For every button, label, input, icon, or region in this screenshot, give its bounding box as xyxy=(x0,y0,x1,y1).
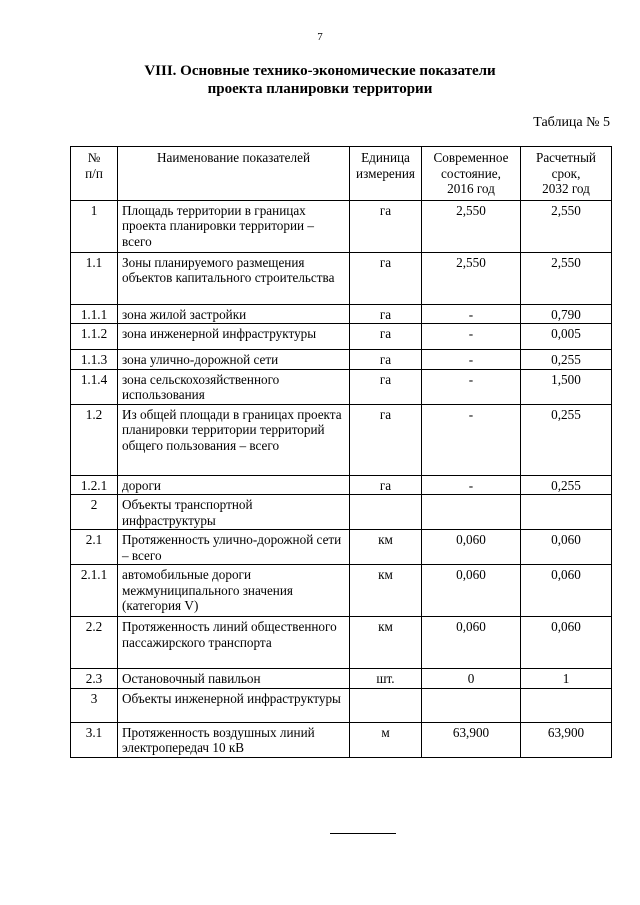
current-value: 2,550 xyxy=(422,200,521,252)
footer-rule xyxy=(330,833,396,834)
planned-value: 2,550 xyxy=(521,200,612,252)
indicators-table xyxy=(70,146,612,758)
table-row xyxy=(71,200,612,252)
row-number: 1.1.4 xyxy=(71,369,118,404)
table-body xyxy=(71,200,612,757)
row-number: 2 xyxy=(71,495,118,530)
planned-value: 0,255 xyxy=(521,475,612,495)
table-row xyxy=(71,669,612,689)
header-planned-term: Расчетный срок, 2032 год xyxy=(521,147,612,201)
header-indicator-name: Наименование показателей xyxy=(118,147,350,201)
indicator-name: Протяженность воздушных линий электропередач 10 кВ xyxy=(118,722,350,757)
unit-of-measure: га xyxy=(350,369,422,404)
planned-value: 0,005 xyxy=(521,324,612,350)
current-value: - xyxy=(422,324,521,350)
unit-of-measure: га xyxy=(350,475,422,495)
current-value: 0,060 xyxy=(422,617,521,669)
indicator-name: Остановочный павильон xyxy=(118,669,350,689)
indicator-name: Объекты инженерной инфраструктуры xyxy=(118,688,350,722)
current-value: - xyxy=(422,350,521,370)
planned-value xyxy=(521,495,612,530)
table-row xyxy=(71,617,612,669)
unit-of-measure: м xyxy=(350,722,422,757)
unit-of-measure: км xyxy=(350,530,422,565)
row-number: 3 xyxy=(71,688,118,722)
indicator-name: Из общей площади в границах проекта планировки территории территорий общего пользования – всего xyxy=(118,404,350,475)
indicator-name: Площадь территории в границах проекта планировки территории – всего xyxy=(118,200,350,252)
table-row xyxy=(71,475,612,495)
unit-of-measure: га xyxy=(350,324,422,350)
row-number: 1.2.1 xyxy=(71,475,118,495)
current-value: - xyxy=(422,304,521,324)
current-value: - xyxy=(422,369,521,404)
current-value xyxy=(422,688,521,722)
row-number: 1.1 xyxy=(71,252,118,304)
current-value: 63,900 xyxy=(422,722,521,757)
table-row xyxy=(71,252,612,304)
planned-value: 0,060 xyxy=(521,565,612,617)
planned-value: 63,900 xyxy=(521,722,612,757)
planned-value: 1,500 xyxy=(521,369,612,404)
unit-of-measure: га xyxy=(350,350,422,370)
row-number: 2.1 xyxy=(71,530,118,565)
planned-value xyxy=(521,688,612,722)
planned-value: 0,060 xyxy=(521,530,612,565)
indicator-name: зона сельскохозяйственного использования xyxy=(118,369,350,404)
row-number: 2.3 xyxy=(71,669,118,689)
table-row xyxy=(71,495,612,530)
unit-of-measure: га xyxy=(350,304,422,324)
unit-of-measure: га xyxy=(350,252,422,304)
current-value: 2,550 xyxy=(422,252,521,304)
unit-of-measure: км xyxy=(350,565,422,617)
table-caption: Таблица № 5 xyxy=(533,115,610,130)
indicator-name: автомобильные дороги межмуниципального значения (категория V) xyxy=(118,565,350,617)
current-value: - xyxy=(422,404,521,475)
table-row xyxy=(71,369,612,404)
row-number: 3.1 xyxy=(71,722,118,757)
section-title-line-1: VIII. Основные технико-экономические показатели xyxy=(144,63,496,79)
table-row xyxy=(71,350,612,370)
current-value: - xyxy=(422,475,521,495)
header-unit: Единица измерения xyxy=(350,147,422,201)
current-value: 0,060 xyxy=(422,530,521,565)
indicator-name: Протяженность улично-дорожной сети – всего xyxy=(118,530,350,565)
table-row xyxy=(71,722,612,757)
row-number: 1.2 xyxy=(71,404,118,475)
unit-of-measure: га xyxy=(350,200,422,252)
current-value xyxy=(422,495,521,530)
planned-value: 0,255 xyxy=(521,404,612,475)
unit-of-measure: км xyxy=(350,617,422,669)
table-row xyxy=(71,404,612,475)
header-number: № п/п xyxy=(71,147,118,201)
indicator-name: дороги xyxy=(118,475,350,495)
page-number: 7 xyxy=(317,31,323,43)
planned-value: 0,060 xyxy=(521,617,612,669)
row-number: 1 xyxy=(71,200,118,252)
indicator-name: Зоны планируемого размещения объектов капитального строительства xyxy=(118,252,350,304)
section-title-line-2: проекта планировки территории xyxy=(207,81,433,97)
header-current-state: Современное состояние, 2016 год xyxy=(422,147,521,201)
indicator-name: зона улично-дорожной сети xyxy=(118,350,350,370)
row-number: 1.1.2 xyxy=(71,324,118,350)
row-number: 2.1.1 xyxy=(71,565,118,617)
table-row xyxy=(71,565,612,617)
indicator-name: зона инженерной инфраструктуры xyxy=(118,324,350,350)
table-row xyxy=(71,530,612,565)
planned-value: 0,255 xyxy=(521,350,612,370)
row-number: 2.2 xyxy=(71,617,118,669)
current-value: 0,060 xyxy=(422,565,521,617)
indicator-name: зона жилой застройки xyxy=(118,304,350,324)
section-title xyxy=(0,62,640,98)
row-number: 1.1.1 xyxy=(71,304,118,324)
table-row xyxy=(71,304,612,324)
table-row xyxy=(71,324,612,350)
planned-value: 0,790 xyxy=(521,304,612,324)
unit-of-measure: га xyxy=(350,404,422,475)
table-row xyxy=(71,688,612,722)
unit-of-measure xyxy=(350,495,422,530)
row-number: 1.1.3 xyxy=(71,350,118,370)
table-header-row xyxy=(71,147,612,201)
current-value: 0 xyxy=(422,669,521,689)
planned-value: 1 xyxy=(521,669,612,689)
unit-of-measure: шт. xyxy=(350,669,422,689)
unit-of-measure xyxy=(350,688,422,722)
indicator-name: Протяженность линий общественного пассажирского транспорта xyxy=(118,617,350,669)
planned-value: 2,550 xyxy=(521,252,612,304)
indicator-name: Объекты транспортной инфраструктуры xyxy=(118,495,350,530)
